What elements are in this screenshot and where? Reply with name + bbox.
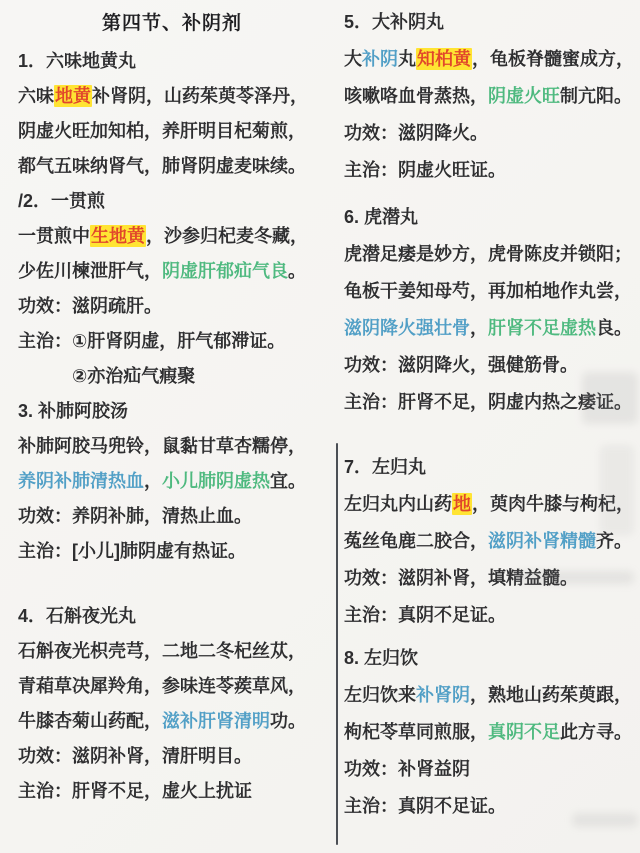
body-text: 主治：①肝肾阴虚，肝气郁滞证。 bbox=[18, 331, 286, 351]
body-text: 制亢阳。 bbox=[560, 86, 632, 106]
section-heading: 4．石斛夜光丸 bbox=[18, 606, 137, 626]
text-line bbox=[18, 324, 326, 359]
green-emphasis-text: 小儿肺阴虚热 bbox=[162, 471, 270, 491]
body-text: ②亦治疝气瘕聚 bbox=[72, 366, 196, 386]
text-line bbox=[18, 669, 326, 704]
text-line bbox=[344, 751, 638, 788]
column-divider-line bbox=[336, 443, 338, 845]
body-text: 六味 bbox=[18, 86, 54, 106]
section-heading: 7．左归丸 bbox=[344, 457, 427, 477]
formula-section bbox=[18, 44, 326, 184]
text-line bbox=[18, 219, 326, 254]
right-column bbox=[344, 4, 638, 825]
formula-section bbox=[344, 449, 638, 634]
blue-emphasis-text: 养阴补肺清热血 bbox=[18, 471, 144, 491]
highlighted-term: 地黄 bbox=[55, 86, 91, 106]
body-text: 功效：滋阴降火，强健筋骨。 bbox=[344, 355, 578, 375]
body-text: 功效：养阴补肺，清热止血。 bbox=[18, 506, 252, 526]
blue-emphasis-text: 滋阴降火强壮骨 bbox=[344, 318, 470, 338]
body-text: 主治：肝肾不足，阴虚内热之痿证。 bbox=[344, 392, 632, 412]
formula-section bbox=[18, 599, 326, 809]
body-text: 功效：滋阴补肾，填精益髓。 bbox=[344, 568, 578, 588]
body-text: 大 bbox=[344, 49, 362, 69]
page-title: 第四节、补阴剂 bbox=[101, 13, 242, 34]
text-line bbox=[18, 289, 326, 324]
green-emphasis-text: 肝肾不足虚热 bbox=[488, 318, 596, 338]
body-text: 左归饮来 bbox=[344, 685, 416, 705]
body-text: ， bbox=[470, 318, 488, 338]
body-text: 龟板干姜知母芍，再加柏地作丸尝， bbox=[344, 281, 632, 301]
body-text: ，熟地山药茱萸跟， bbox=[470, 685, 632, 705]
text-line bbox=[18, 464, 326, 499]
text-line bbox=[344, 714, 638, 751]
section-heading: 8. 左归饮 bbox=[344, 648, 419, 668]
text-line bbox=[344, 41, 638, 78]
green-emphasis-text: 阴虚火旺 bbox=[488, 86, 560, 106]
green-emphasis-text: 阴虚肝郁疝气良 bbox=[162, 261, 288, 281]
text-line bbox=[344, 384, 638, 421]
body-text: ，沙参归杞麦冬藏， bbox=[146, 226, 308, 246]
blue-emphasis-text: 补肾阴 bbox=[416, 685, 470, 705]
body-text: ，萸肉牛膝与枸杞， bbox=[472, 494, 634, 514]
body-text: 齐。 bbox=[596, 531, 632, 551]
blue-emphasis-text: 滋补肝肾清明 bbox=[162, 711, 270, 731]
text-line bbox=[18, 634, 326, 669]
body-text: ， bbox=[144, 471, 162, 491]
formula-section bbox=[344, 199, 638, 421]
body-text: 阴虚火旺加知柏，养肝明目杞菊煎， bbox=[18, 121, 306, 141]
text-line bbox=[344, 788, 638, 825]
body-text: 宜。 bbox=[270, 471, 306, 491]
body-text: 菟丝龟鹿二胶合， bbox=[344, 531, 488, 551]
body-text: 良。 bbox=[596, 318, 632, 338]
highlighted-term: 地 bbox=[453, 494, 471, 514]
highlighted-term: 知柏黄 bbox=[417, 49, 471, 69]
text-line bbox=[18, 739, 326, 774]
text-line bbox=[18, 254, 326, 289]
text-line bbox=[344, 115, 638, 152]
body-text: ，龟板脊髓蜜成方， bbox=[472, 49, 634, 69]
text-line bbox=[344, 347, 638, 384]
body-text: 功效：滋阴疏肝。 bbox=[18, 296, 162, 316]
formula-section bbox=[344, 640, 638, 825]
body-text: 石斛夜光枳壳芎，二地二冬杞丝苁， bbox=[18, 641, 306, 661]
highlighted-term: 生地黄 bbox=[91, 226, 145, 246]
text-line bbox=[344, 310, 638, 347]
formula-section bbox=[18, 184, 326, 394]
body-text: 丸 bbox=[398, 49, 416, 69]
body-text: 主治：[小儿]肺阴虚有热证。 bbox=[18, 541, 246, 561]
body-text: 此方寻。 bbox=[560, 722, 632, 742]
text-line bbox=[18, 774, 326, 809]
body-text: 主治：真阴不足证。 bbox=[344, 796, 506, 816]
body-text: 一贯煎中 bbox=[18, 226, 90, 246]
section-heading: 1．六味地黄丸 bbox=[18, 51, 137, 71]
blue-emphasis-text: 补阴 bbox=[362, 49, 398, 69]
section-heading: 6. 虎潜丸 bbox=[344, 207, 419, 227]
formula-section bbox=[18, 394, 326, 569]
text-line bbox=[18, 534, 326, 569]
body-text: 咳嗽咯血骨蒸热， bbox=[344, 86, 488, 106]
text-line bbox=[18, 704, 326, 739]
body-text: 功。 bbox=[270, 711, 306, 731]
text-line bbox=[344, 597, 638, 634]
text-line bbox=[18, 359, 326, 394]
green-emphasis-text: 真阴不足 bbox=[488, 722, 560, 742]
text-line bbox=[344, 78, 638, 115]
text-line bbox=[344, 152, 638, 189]
body-text: 功效：补肾益阴 bbox=[344, 759, 470, 779]
text-line bbox=[344, 677, 638, 714]
text-line bbox=[18, 499, 326, 534]
text-line bbox=[344, 523, 638, 560]
body-text: 少佐川楝泄肝气， bbox=[18, 261, 162, 281]
body-text: 主治：阴虚火旺证。 bbox=[344, 160, 506, 180]
body-text: 补肺阿胶马兜铃，鼠黏甘草杏糯停， bbox=[18, 436, 306, 456]
body-text: 补肾阴，山药茱萸苓泽丹， bbox=[92, 86, 308, 106]
left-column bbox=[18, 4, 326, 809]
section-heading: 3. 补肺阿胶汤 bbox=[18, 401, 129, 421]
text-line bbox=[344, 486, 638, 523]
formula-section bbox=[344, 4, 638, 189]
blue-emphasis-text: 滋阴补肾精髓 bbox=[488, 531, 596, 551]
text-line bbox=[344, 273, 638, 310]
text-line bbox=[344, 560, 638, 597]
body-text: 都气五味纳肾气，肺肾阴虚麦味续。 bbox=[18, 156, 306, 176]
body-text: 功效：滋阴降火。 bbox=[344, 123, 488, 143]
text-line bbox=[18, 79, 326, 114]
body-text: 牛膝杏菊山药配， bbox=[18, 711, 162, 731]
body-text: 青葙草决犀羚角，参味连苓蒺草风， bbox=[18, 676, 306, 696]
body-text: 。 bbox=[288, 261, 306, 281]
body-text: 枸杞苓草同煎服， bbox=[344, 722, 488, 742]
section-heading: /2．一贯煎 bbox=[18, 191, 106, 211]
text-line bbox=[344, 236, 638, 273]
body-text: 主治：真阴不足证。 bbox=[344, 605, 506, 625]
body-text: 功效：滋阴补肾，清肝明目。 bbox=[18, 746, 252, 766]
text-line bbox=[18, 114, 326, 149]
body-text: 主治：肝肾不足，虚火上扰证 bbox=[18, 781, 252, 801]
text-line bbox=[18, 149, 326, 184]
body-text: 左归丸内山药 bbox=[344, 494, 452, 514]
section-heading: 5．大补阴丸 bbox=[344, 12, 445, 32]
body-text: 虎潜足痿是妙方，虎骨陈皮并锁阳； bbox=[344, 244, 632, 264]
text-line bbox=[18, 429, 326, 464]
